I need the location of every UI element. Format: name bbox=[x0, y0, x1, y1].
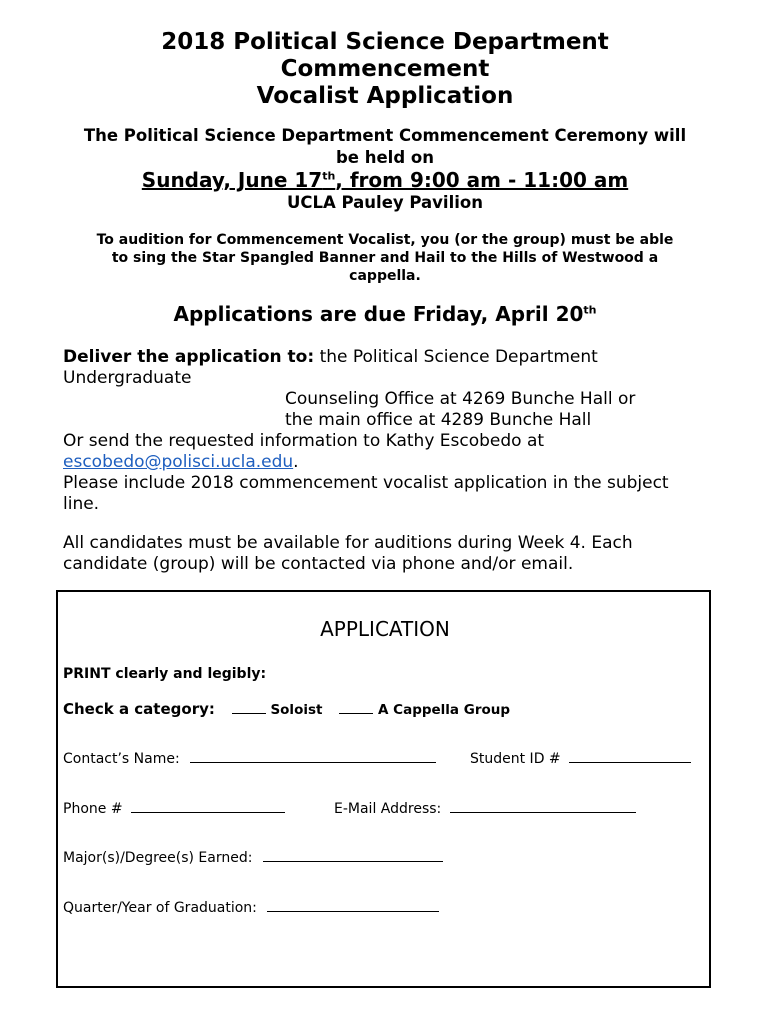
date-sup: th bbox=[322, 169, 336, 183]
requirements-line-2: to sing the Star Spangled Banner and Hail to the Hills of Westwood a bbox=[111, 250, 659, 266]
delivery-line-5: Or send the requested information to Kathy Escobedo at bbox=[63, 431, 545, 451]
phone-label: Phone # bbox=[63, 801, 123, 817]
availability-text bbox=[63, 533, 753, 575]
delivery-line-8: line. bbox=[63, 494, 100, 514]
page-title bbox=[0, 29, 770, 110]
student-id-input[interactable] bbox=[569, 750, 691, 763]
student-id-label: Student ID # bbox=[470, 751, 561, 767]
contact-name-input[interactable] bbox=[190, 750, 436, 763]
delivery-instructions bbox=[63, 347, 753, 515]
student-id-field bbox=[470, 750, 691, 768]
contact-name-field bbox=[63, 750, 436, 768]
graduation-label: Quarter/Year of Graduation: bbox=[63, 900, 257, 916]
deadline-text: Applications are due Friday, April 20 bbox=[173, 302, 584, 326]
email-input[interactable] bbox=[450, 800, 636, 813]
requirements-line-1: To audition for Commencement Vocalist, you (or the group) must be able bbox=[96, 232, 674, 248]
availability-line-2: candidate (group) will be contacted via phone and/or email. bbox=[63, 554, 574, 574]
graduation-input[interactable] bbox=[267, 899, 439, 912]
venue: UCLA Pauley Pavilion bbox=[286, 193, 483, 212]
delivery-label: Deliver the application to: bbox=[63, 347, 315, 367]
email-field bbox=[334, 800, 636, 818]
ceremony-date bbox=[0, 169, 770, 191]
delivery-line-7: Please include 2018 commencement vocalist application in the subject bbox=[63, 473, 669, 493]
date-rest: , from 9:00 am - 11:00 am bbox=[335, 168, 629, 192]
intro-line-1: The Political Science Department Commencement Ceremony will bbox=[83, 126, 687, 145]
phone-input[interactable] bbox=[131, 800, 285, 813]
delivery-line-1: the Political Science Department bbox=[314, 347, 598, 367]
delivery-line-4: the main office at 4289 Bunche Hall bbox=[285, 410, 592, 430]
graduation-field bbox=[63, 899, 439, 917]
phone-field bbox=[63, 800, 285, 818]
intro-text bbox=[0, 125, 770, 169]
intro-line-2: be held on bbox=[336, 148, 434, 167]
major-field bbox=[63, 849, 443, 867]
title-line-2: Commencement bbox=[280, 56, 490, 82]
requirements-text bbox=[0, 231, 770, 285]
option-soloist: Soloist bbox=[270, 702, 323, 718]
delivery-line-2: Undergraduate bbox=[63, 368, 192, 388]
title-line-1: 2018 Political Science Department bbox=[161, 29, 609, 55]
soloist-check-blank[interactable] bbox=[232, 701, 266, 714]
email-label: E-Mail Address: bbox=[334, 801, 442, 817]
deadline bbox=[0, 302, 770, 326]
major-input[interactable] bbox=[263, 849, 443, 862]
email-after: . bbox=[293, 452, 299, 472]
email-link[interactable]: escobedo@polisci.ucla.edu bbox=[63, 452, 294, 472]
category-row bbox=[63, 699, 703, 720]
print-note: PRINT clearly and legibly: bbox=[63, 666, 267, 682]
delivery-line-3: Counseling Office at 4269 Bunche Hall or bbox=[285, 389, 636, 409]
group-check-blank[interactable] bbox=[339, 701, 373, 714]
application-form bbox=[56, 590, 711, 988]
contact-name-label: Contact’s Name: bbox=[63, 751, 180, 767]
title-line-3: Vocalist Application bbox=[256, 83, 514, 109]
category-label: Check a category: bbox=[63, 700, 215, 718]
date-main: Sunday, June 17 bbox=[141, 168, 323, 192]
deadline-sup: th bbox=[583, 303, 597, 317]
availability-line-1: All candidates must be available for auditions during Week 4. Each bbox=[63, 533, 633, 553]
application-heading: APPLICATION bbox=[320, 617, 450, 641]
option-group: A Cappella Group bbox=[378, 702, 511, 718]
major-label: Major(s)/Degree(s) Earned: bbox=[63, 850, 253, 866]
requirements-line-3: cappella. bbox=[349, 268, 421, 284]
